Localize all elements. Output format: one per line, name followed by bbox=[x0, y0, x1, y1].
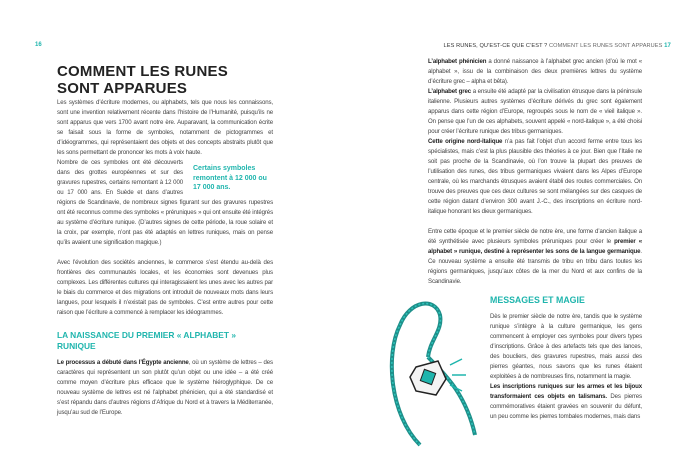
running-chapter: LES RUNES, QU’EST-CE QUE C’EST ? bbox=[443, 43, 548, 49]
section-heading-messages: MESSAGES ET MAGIE bbox=[490, 295, 585, 305]
title-line-2: SONT APPARUES bbox=[57, 80, 188, 97]
paragraph-text: Des pierres commémoratives étaient gravées en souvenir du défunt, un peu comme les pierres tombales modernes, mais dans bbox=[490, 393, 642, 420]
title-line-1: COMMENT LES RUNES bbox=[57, 63, 228, 80]
messages-column bbox=[490, 295, 642, 422]
paragraph-text: . Ce nouveau système a ensuite été transmis de tribu en tribu dans toutes les régions germaniques, jusqu’aux côtes de la mer du Nord et aux confins de la Scandinavie. bbox=[428, 248, 642, 285]
paragraph-text: Nombre de ces symboles ont été découverts dans des grottes européennes et sur des gravures rupestres, certains remontant à 12 000 ou 17 000 ans. En Suède et dans d’autres régions de Scandinavie, de nombreux signes figurant sur des gravures rupestres ont été reconnus comme des symboles « préruniques » qui ont ensuite été intégrés au système d’écriture runique. (D’autres signes de cette période, la roue solaire et la croix, par exemple, n’ont pas été adaptés en lettres runiques, mais on pense qu’ils avaient une signification magique.) bbox=[57, 159, 273, 246]
bold-lead: L’alphabet phénicien bbox=[428, 58, 487, 65]
page-number-left: 16 bbox=[35, 42, 42, 48]
paragraph bbox=[57, 158, 273, 248]
paragraph-text: Entre cette époque et le premier siècle de notre ère, une forme d’ancien italique a été synthétisée avec plusieurs symboles préruniques pour créer le bbox=[428, 228, 642, 245]
paragraph: Les systèmes d’écriture modernes, ou alphabets, tels que nous les connaissons, sont une invention relativement récente dans l’histoire de l’Humanité, puisqu’ils ne sont apparus que vers 1700 avant notre ère. Auparavant, la communication écrite se faisait sous la forme de symboles, notamment de pictogrammes et d’idéogrammes, qui représentaient des objets et des concepts abstraits plutôt que les sons permettant de prononcer les mots à voix haute. bbox=[57, 99, 273, 156]
paragraph-text: n’a pas fait l’objet d’un accord ferme entre tous les spécialistes, mais c’est la plus plausible des théories à ce jour. Bien que l’Italie ne soit pas proche de la Scandinavie, où l’on trouve la plupart des preuves de l’utilisation des runes, des tribus germaniques vivaient dans les Alpes d’Europe centrale, où les marchands étrusques avaient établi des routes commerciales. On trouve des preuves que ces deux cultures se sont mélangées sur des casques de cette région datant d’environ 300 avant J.-C., des inscriptions en écriture nord-italique honorant les dieux germaniques. bbox=[428, 138, 642, 215]
pull-quote: Certains symboles remontent à 12 000 ou 17 000 ans. bbox=[193, 165, 267, 191]
bold-phrase: premier « alphabet » runique, destiné à représenter les sons de la langue germanique bbox=[428, 238, 642, 255]
bold-lead: L’alphabet grec bbox=[428, 88, 472, 95]
bold-lead: Le processus a débuté dans l’Égypte ancienne bbox=[57, 359, 189, 366]
bold-lead: Cette origine nord-italique bbox=[428, 138, 503, 145]
paragraph-text: , où un système de lettres – des caractères qui représentent un son plutôt qu’un objet ou une idée – a été créé comme moyen d’écriture plus efficace que le système hiéroglyphique. De ce nouveau système de lettres est né l’alphabet phénicien, qui a été standardisé et s’est répandu dans d’autres régions d’Afrique du Nord et à travers la Méditerranée, jusqu’au sud de l’Europe. bbox=[57, 359, 273, 416]
left-body bbox=[57, 98, 273, 418]
right-body bbox=[428, 57, 642, 455]
paragraph-text: a ensuite été adapté par la civilisation étrusque dans la péninsule italienne. Plusieurs autres systèmes d’écriture dérivés du grec sont également apparus dans cette région d’Europe, regroupés sous le nom de « vieil italique ». On pense que l’un de ces alphabets, souvent appelé « nord-italique », a été choisi pour créer l’écriture runique des tribus germaniques. bbox=[428, 88, 642, 135]
running-section: COMMENT LES RUNES SONT APPARUES bbox=[549, 43, 663, 49]
section-body bbox=[57, 358, 273, 418]
paragraph: Avec l’évolution des sociétés anciennes, le commerce s’est étendu au-delà des frontières des communautés locales, et les économies sont devenues plus complexes. Les différentes cultures qui interagissaient les unes avec les autres par le biais du commerce et des migrations ont introduit de nouveaux mots dans leurs langues, pour lesquels il n’existait pas de symboles. C’est entre autres pour cette raison que l’écriture a commencé à remplacer les idéogrammes. bbox=[57, 259, 273, 316]
bold-lead: Les inscriptions runiques sur les armes et les bijoux transformaient ces objets en talismans. bbox=[490, 383, 642, 400]
rune-pendant-illustration bbox=[380, 295, 490, 455]
paragraph-text: a donné naissance à l’alphabet grec ancien (d’où le mot « alphabet », issu de la combinaison des deux premières lettres du système d’écriture grec – alpha et bêta). bbox=[428, 58, 642, 85]
messages-section bbox=[428, 295, 642, 455]
page-title bbox=[57, 63, 228, 97]
section-heading-alphabet: LA NAISSANCE DU PREMIER « ALPHABET » RUNIQUE bbox=[57, 330, 236, 351]
paragraph: Dès le premier siècle de notre ère, tandis que le système runique s’intègre à la culture germanique, les gens commencent à employer ces symboles pour divers types d’inscriptions. Grâce à des artefacts tels que des lances, des boucliers, des gravures rupestres, mais aussi des pierres géantes, nous savons que les runes étaient exploitées à de nombreuses fins, notamment la magie. bbox=[490, 313, 642, 380]
page-number-right: 17 bbox=[664, 43, 671, 49]
running-header bbox=[444, 43, 671, 49]
